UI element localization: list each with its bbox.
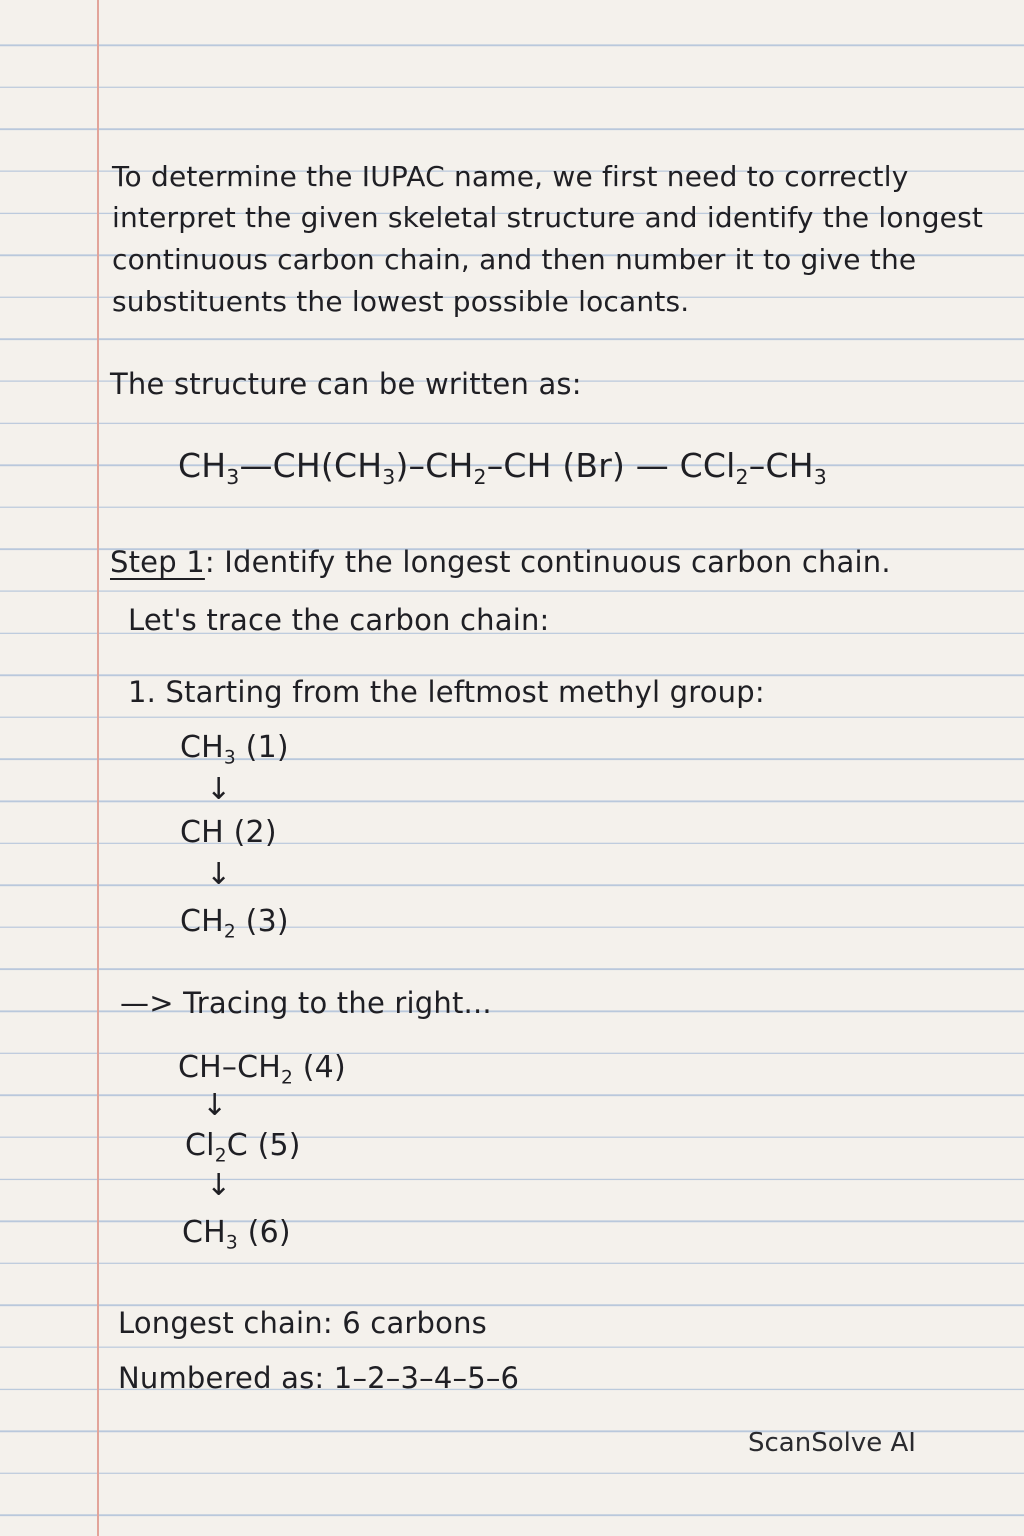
step-1-heading xyxy=(110,545,891,579)
intro-line-4: substituents the lowest possible locants. xyxy=(112,285,690,318)
formula-part: )–CH xyxy=(395,446,474,485)
down-arrow-icon: ↓ xyxy=(206,857,232,892)
down-arrow-icon: ↓ xyxy=(206,1168,232,1203)
chain-carbon-2: CH (2) xyxy=(180,815,277,850)
formula-subscript: 3 xyxy=(226,465,240,490)
chain-subscript: 3 xyxy=(223,747,236,769)
chain-text: CH xyxy=(180,730,224,765)
longest-chain-summary: Longest chain: 6 carbons xyxy=(118,1306,487,1340)
chain-carbon-4 xyxy=(178,1050,346,1089)
formula-part: –CH (Br) — CCl xyxy=(486,446,736,485)
step-1-label: Step 1 xyxy=(110,545,205,579)
chain-text: CH xyxy=(182,1215,226,1250)
brand-watermark: ScanSolve AI xyxy=(748,1428,916,1458)
numbering-summary: Numbered as: 1–2–3–4–5–6 xyxy=(118,1361,520,1395)
formula-subscript: 2 xyxy=(735,465,749,490)
chain-carbon-1 xyxy=(180,730,289,769)
chain-locant: (1) xyxy=(235,730,289,765)
trace-intro: Let's trace the carbon chain: xyxy=(128,603,550,637)
intro-line-1: To determine the IUPAC name, we first need to correctly xyxy=(112,160,909,193)
chain-text: Cl xyxy=(185,1128,215,1163)
list-item-1: 1. Starting from the leftmost methyl group: xyxy=(128,675,765,709)
chain-text: CH–CH xyxy=(178,1050,282,1085)
formula-part: CH xyxy=(178,446,227,485)
chain-carbon-5 xyxy=(185,1128,301,1167)
chain-locant: C (5) xyxy=(226,1128,301,1163)
intro-line-3: continuous carbon chain, and then number it to give the xyxy=(112,243,917,276)
chain-carbon-6 xyxy=(182,1215,291,1254)
step-1-text: : Identify the longest continuous carbon chain. xyxy=(204,545,891,579)
formula-subscript: 3 xyxy=(382,465,396,490)
chain-locant: (6) xyxy=(237,1215,291,1250)
chain-subscript: 2 xyxy=(223,921,236,943)
tracing-note: —> Tracing to the right... xyxy=(120,986,492,1020)
formula-subscript: 2 xyxy=(473,465,487,490)
formula-part: —CH(CH xyxy=(239,446,383,485)
chain-subscript: 3 xyxy=(225,1232,238,1254)
chain-locant: (4) xyxy=(293,1050,346,1085)
condensed-formula xyxy=(178,446,827,490)
chain-text: CH xyxy=(180,904,224,939)
chain-subscript: 2 xyxy=(214,1145,227,1167)
chain-locant: (3) xyxy=(235,904,289,939)
down-arrow-icon: ↓ xyxy=(202,1088,228,1123)
structure-intro: The structure can be written as: xyxy=(110,367,582,401)
chain-carbon-3 xyxy=(180,904,289,943)
margin-line xyxy=(97,0,99,1536)
down-arrow-icon: ↓ xyxy=(206,772,232,807)
intro-line-2: interpret the given skeletal structure and identify the longest xyxy=(112,201,984,234)
formula-part: –CH xyxy=(748,446,814,485)
chain-subscript: 2 xyxy=(281,1067,294,1089)
formula-subscript: 3 xyxy=(813,465,827,490)
